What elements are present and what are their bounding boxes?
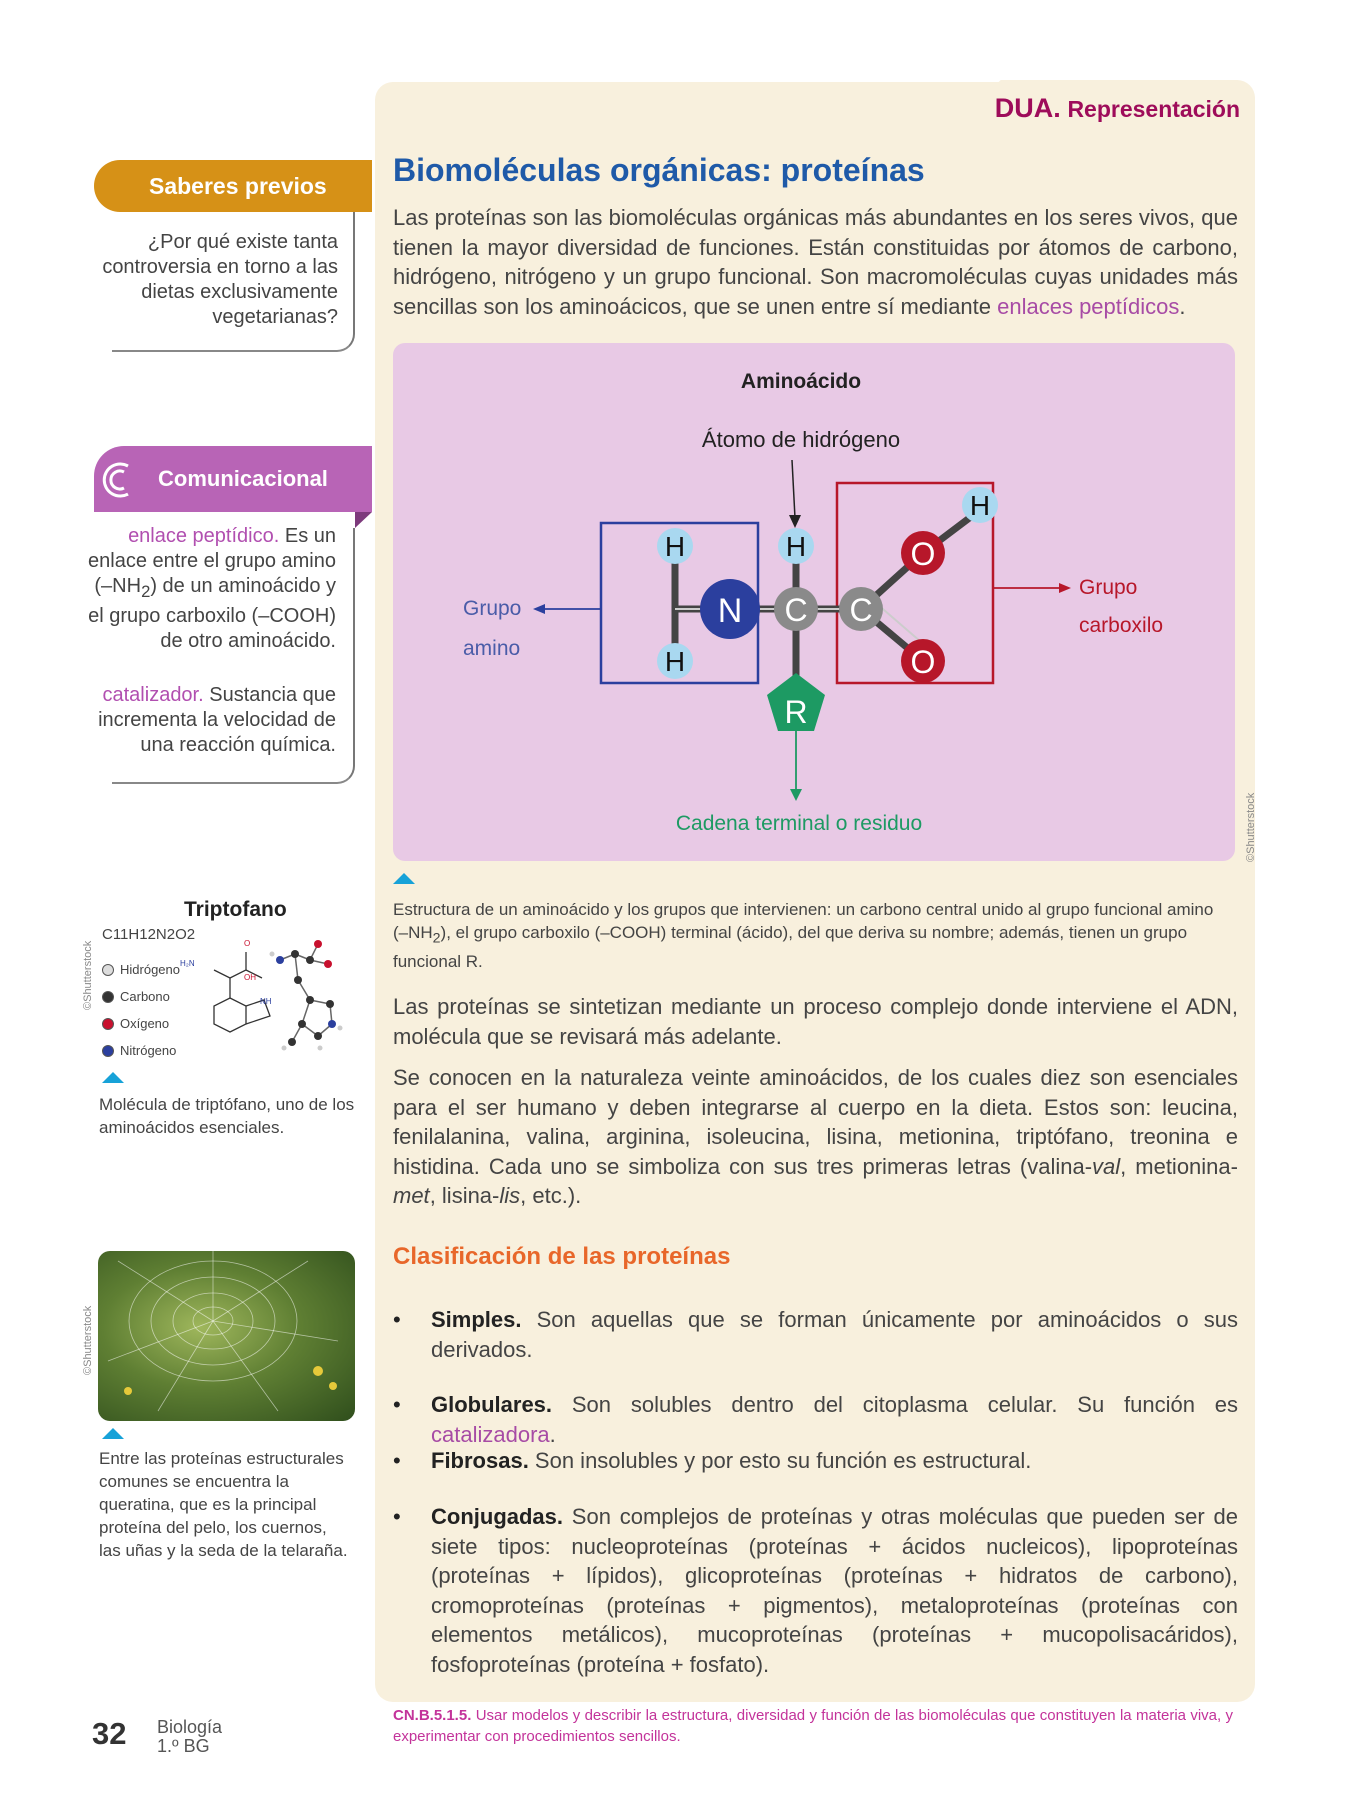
caption-text: Estructura de un aminoácido y los grupos que intervienen: un carbono central unido al grupo funcional amino (–NH [393,900,1214,942]
legend-nitrogen [102,1043,176,1058]
catalizadora-link[interactable]: catalizadora [431,1421,550,1447]
list-item [393,1502,1238,1679]
subscript: 2 [432,930,441,947]
atom-label: C [784,592,808,628]
legend-carbon [102,989,170,1004]
saberes-question: ¿Por qué existe tanta controversia en torno a las dietas exclusivamente vegetarianas? [102,231,338,328]
list-item [393,1390,1238,1449]
book-grade: 1.º BG [157,1736,210,1756]
para-text: , lisina- [429,1183,500,1208]
term-catalizador: catalizador. [102,684,204,706]
legend-label: Oxígeno [120,1016,170,1031]
enlaces-peptidicos-link[interactable]: enlaces peptídicos [997,293,1180,319]
atom-label: H [664,646,686,677]
caption-arrow-icon [393,873,415,884]
arrow-head-icon [790,789,802,801]
saberes-header: Saberes previos [94,160,372,212]
tri-h2n: H₂N [180,959,195,968]
atom-label: C [849,592,873,628]
atom-label: H [664,531,686,562]
credit-shutterstock: ©Shutterstock [1245,792,1257,862]
bullet-term: Simples. [431,1307,522,1332]
para-text: , metionina- [1120,1153,1238,1179]
tri-oh: OH [244,973,256,982]
curriculum-code [393,1705,1233,1747]
bullet-term: Globulares. [431,1392,553,1417]
figure-caption [393,898,1233,973]
book-subject: Biología [157,1717,223,1737]
carboxyl-label-1: Grupo [1079,576,1138,599]
svg-text:O: O [244,939,251,948]
atom-label: R [784,694,808,730]
bullet-text: . [549,1421,556,1447]
legend-label: Hidrógeno [120,962,180,977]
atom-label: O [910,644,936,680]
nitrogen-dot [102,1045,114,1057]
amino-label-2: amino [463,637,521,660]
legend-label: Nitrógeno [120,1043,177,1058]
tri-nh: NH [260,997,272,1006]
hydrogen-label: Átomo de hidrógeno [701,427,901,452]
bullet-text: Son complejos de proteínas y otras moléculas que pueden ser de siete tipos: nucleoproteínas (proteínas + ácidos nucleicos), lipoproteínas (proteínas + lípidos), glicoproteínas (proteínas + hidratos de carbono), cromoproteínas (proteínas + pigmentos), metaloproteínas (proteínas con elementos metálicos), mucoproteínas (proteínas + mucopolisacáridos), fosfoproteínas (proteína + fosfato). [431,1504,1238,1677]
book-info [157,1718,222,1756]
residue-label: Cadena terminal o residuo [675,812,923,835]
para-italic: met [393,1183,430,1208]
paragraph-adn: Las proteínas se sintetizan mediante un proceso complejo donde interviene el ADN, molécula que se revisará más adelante. [393,994,1238,1049]
para-italic: lis [499,1183,521,1208]
arrow-head-icon [789,515,801,528]
spider-web-icon [98,1251,355,1421]
carbon-dot [102,991,114,1003]
caption-arrow-icon [102,1072,124,1083]
amino-acid-figure [393,343,1235,861]
arrow-head-icon [533,604,545,614]
page-number: 32 [92,1716,127,1751]
amino-label-1: Grupo [463,597,522,620]
para-text: Se conocen en la naturaleza veinte aminoácidos, de los cuales diez son esenciales para el ser humano y deben integrarse al cuerpo en la dieta. Estos son: leucina, fenilalanina, valina, arginina, isoleucina, lisina, metionina, triptófano, treonina e histidina. Cada uno se simboliza con sus tres primeras letras (valina- [393,1065,1238,1179]
triptofano-title: Triptofano [184,898,287,921]
hydrogen-dot [102,964,114,976]
classification-title: Clasificación de las proteínas [393,1243,731,1270]
dua-label [995,93,1240,124]
atom-label: N [717,592,743,630]
definition-catalizador [86,683,336,758]
list-item [393,1305,1238,1364]
bullet-term: Fibrosas. [431,1448,529,1473]
code-label: CN.B.5.1.5. [393,1707,472,1724]
amino-acid-diagram [393,343,1235,861]
bullet-text: Son insolubles y por esto su función es estructural. [528,1448,1032,1473]
diagram-title: Aminoácido [740,370,862,393]
term-enlace-peptidico: enlace peptídico. [128,525,280,547]
list-item [393,1446,1238,1476]
intro-text: Las proteínas son las biomoléculas orgánicas más abundantes en los seres vivos, que tienen la mayor diversidad de funciones. Están constituidas por átomos de carbono, hidrógeno, nitrógeno y un grupo funcional. Son macromoléculas cuyas unidades más sencillas son los aminoácicos, que se unen entre sí mediante [393,205,1238,319]
photo-caption: Entre las proteínas estructurales comunes se encuentra la queratina, que es la principal proteína del pelo, los cuernos, las uñas y la seda de la telaraña. [99,1449,348,1560]
legend-oxygen [102,1016,169,1031]
dua-main: DUA. [994,93,1061,123]
atom-label: H [785,531,807,562]
code-text: Usar modelos y describir la estructura, diversidad y función de las biomoléculas que constituyen la materia viva, y experimentar con procedimientos sencillos. [393,1707,1233,1745]
para-text: , etc.). [520,1183,582,1208]
atom-label: H [969,490,991,521]
para-italic: val [1092,1153,1121,1179]
intro-end: . [1179,293,1186,319]
speech-icon [98,460,136,502]
legend-label: Carbono [120,989,170,1004]
triptofano-caption: Molécula de triptófano, uno de los aminoácidos esenciales. [99,1095,355,1137]
caption-text: ), el grupo carboxilo (–COOH) terminal (ácido), del que deriva su nombre; además, tienen un grupo funcional R. [393,923,1188,972]
definition-text: ) de un aminoácido y el grupo carboxilo (–COOH) de otro aminoácido. [88,575,336,652]
bullet-text: Son solubles dentro del citoplasma celular. Su función es [552,1392,1238,1417]
subscript: 2 [141,582,151,601]
oxygen-dot [102,1018,114,1030]
tryptophan-structure [180,930,360,1060]
comunicacional-title: Comunicacional [158,466,328,491]
bullet-term: Conjugadas. [431,1504,564,1529]
arrow-head-icon [1059,583,1071,593]
definition-text: Es un enlace entre el grupo amino (–NH [88,525,336,597]
carboxyl-label-2: carboxilo [1079,614,1164,637]
spider-web-photo [98,1251,355,1421]
triptofano-formula: C11H12N2O2 [102,926,196,943]
credit-shutterstock: ©Shutterstock [82,940,94,1010]
paragraph-aminoacidos [393,1063,1238,1211]
bullet-text: Son aquellas que se forman únicamente por aminoácidos o sus derivados. [431,1307,1238,1362]
atom-label: O [910,536,936,572]
dua-sub: Representación [1067,96,1240,122]
legend-hydrogen [102,962,180,977]
definition-text: Sustancia que incrementa la velocidad de una reacción química. [98,684,336,756]
page-title: Biomoléculas orgánicas: proteínas [393,152,925,188]
credit-shutterstock: ©Shutterstock [82,1305,94,1375]
intro-paragraph [393,203,1238,321]
caption-arrow-icon [102,1428,124,1439]
definition-enlace-peptidico [86,524,336,654]
comunicacional-corner [355,512,372,528]
